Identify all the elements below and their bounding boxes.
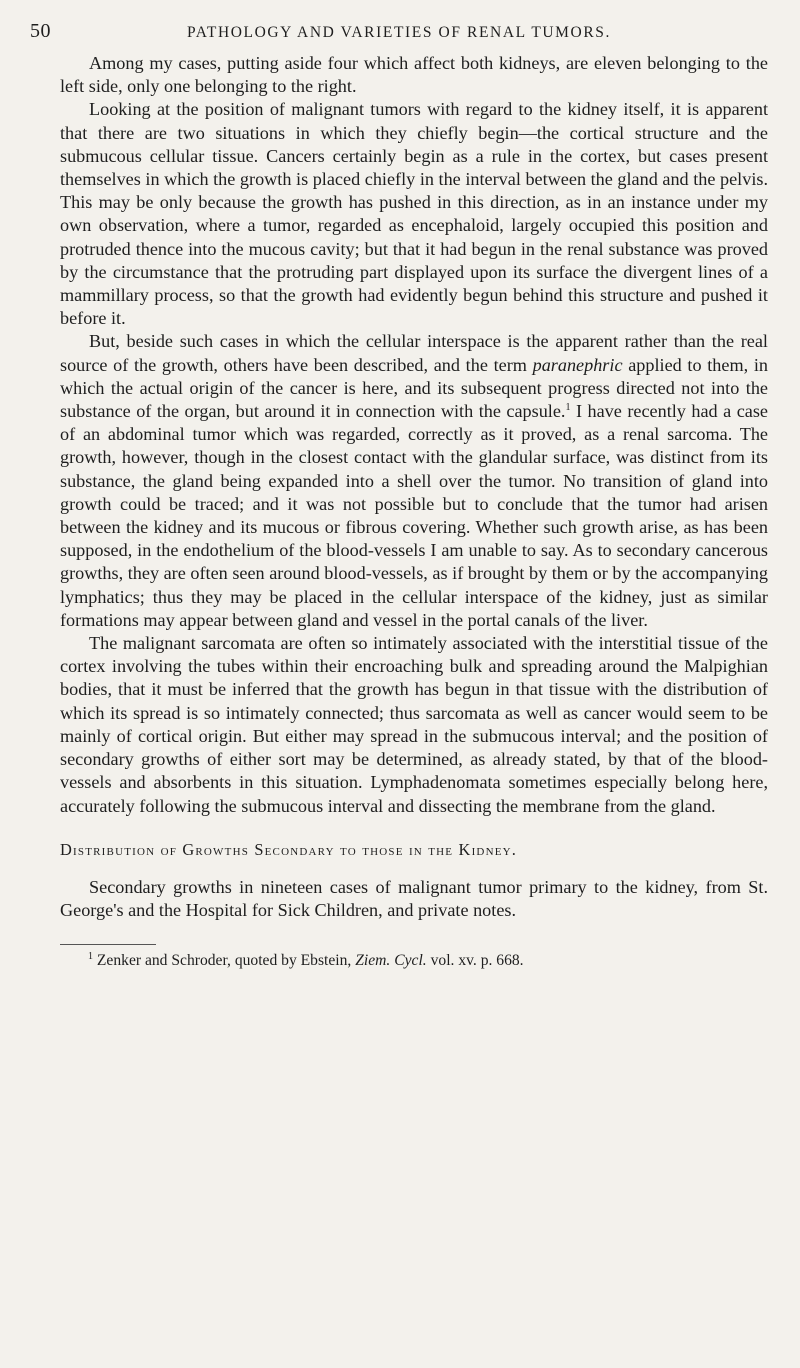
paragraph-tumor-position bbox=[60, 98, 768, 330]
paragraph-sarcomata bbox=[60, 632, 768, 818]
running-head bbox=[30, 14, 768, 48]
footnote-text: Zenker and Schroder, quoted by Ebstein, bbox=[93, 952, 356, 970]
paragraph-kidney-side bbox=[60, 52, 768, 98]
journal-title: Ziem. Cycl. bbox=[355, 952, 427, 970]
paragraph-text: Among my cases, putting aside four which affect both kidneys, are eleven belonging to the left side, only one belonging to the right. bbox=[60, 53, 768, 97]
footnote bbox=[60, 951, 768, 971]
body-text bbox=[30, 52, 768, 922]
footnote-divider bbox=[60, 944, 156, 945]
footnote-reference[interactable]: 1 bbox=[565, 401, 571, 413]
section-heading: Distribution of Growths Secondary to those in the Kidney. bbox=[60, 839, 518, 859]
paragraph-paranephric bbox=[60, 330, 768, 632]
running-title: PATHOLOGY AND VARIETIES OF RENAL TUMORS. bbox=[187, 24, 611, 41]
paragraph-text: I have recently had a case of an abdominal tumor which was regarded, correctly as it proved, as a renal sarcoma. The growth, however, though in the closest contact with the glandular surface, was distinct from its substance, the gland being expanded into a shell over the tumor. No transition of gland into growth could be traced; and it was not possible but to conclude that the tumor had arisen between the kidney and its mucous or fibrous covering. Whether such growth arise, as has been supposed, in the endothelium of the blood-vessels I am unable to say. As to secondary cancerous growths, they are often seen around blood-vessels, as if brought by them or by the accompanying lymphatics; thus they may be placed in the cellular interspace of the kidney, just as similar formations may appear between gland and vessel in the portal canals of the liver. bbox=[60, 401, 768, 630]
paragraph-text: The malignant sarcomata are often so intimately associated with the interstitial tissue of the cortex involving the tubes within their encroaching bulk and spreading around the Malpighian bodies, that it must be inferred that the growth has begun in that tissue with the distribution of which its spread is so intimately connected; thus sarcomata as well as cancer would seem to be mainly of cortical origin. But either may spread in the submucous interval; and the position of secondary growths of either sort may be determined, as already stated, by that of the blood-vessels and absorbents in this situation. Lymphadenomata sometimes especially belong here, accurately following the submucous interval and dissecting the membrane from the gland. bbox=[60, 633, 768, 816]
footnote-text: vol. xv. p. 668. bbox=[426, 952, 524, 970]
section-intro bbox=[60, 876, 768, 922]
page-number: 50 bbox=[30, 20, 51, 42]
italic-term: paranephric bbox=[532, 354, 623, 375]
paragraph-text: Secondary growths in nineteen cases of malignant tumor primary to the kidney, from St. George's and the Hospital for Sick Children, and private notes. bbox=[60, 876, 768, 920]
paragraph-text: applied to them, in which the actual origin of the cancer is here, and its subsequent progress directed not into the substance of the organ, but around it in connection with the capsule. bbox=[60, 354, 768, 422]
paragraph-text: But, beside such cases in which the cellular interspace is the apparent rather than the real source of the growth, others have been described, and the term bbox=[60, 331, 768, 375]
paragraph-text: Looking at the position of malignant tumors with regard to the kidney itself, it is apparent that there are two situations in which they chiefly begin—the cortical structure and the submucous cellular tissue. Cancers certainly begin as a rule in the cortex, but cases present themselves in which the growth is placed chiefly in the interval between the gland and the pelvis. This may be only because the growth has pushed in this direction, as in an instance under my own observation, where a tumor, regarded as encephaloid, largely occupied this position and protruded thence into the mucous cavity; but that it had begun in the renal substance was proved by the circumstance that the protruding part displayed upon its surface the divergent lines of a mammillary process, so that the growth had evidently begun behind this structure and pushed it before it. bbox=[60, 99, 768, 329]
footnote-marker: 1 bbox=[88, 950, 93, 962]
